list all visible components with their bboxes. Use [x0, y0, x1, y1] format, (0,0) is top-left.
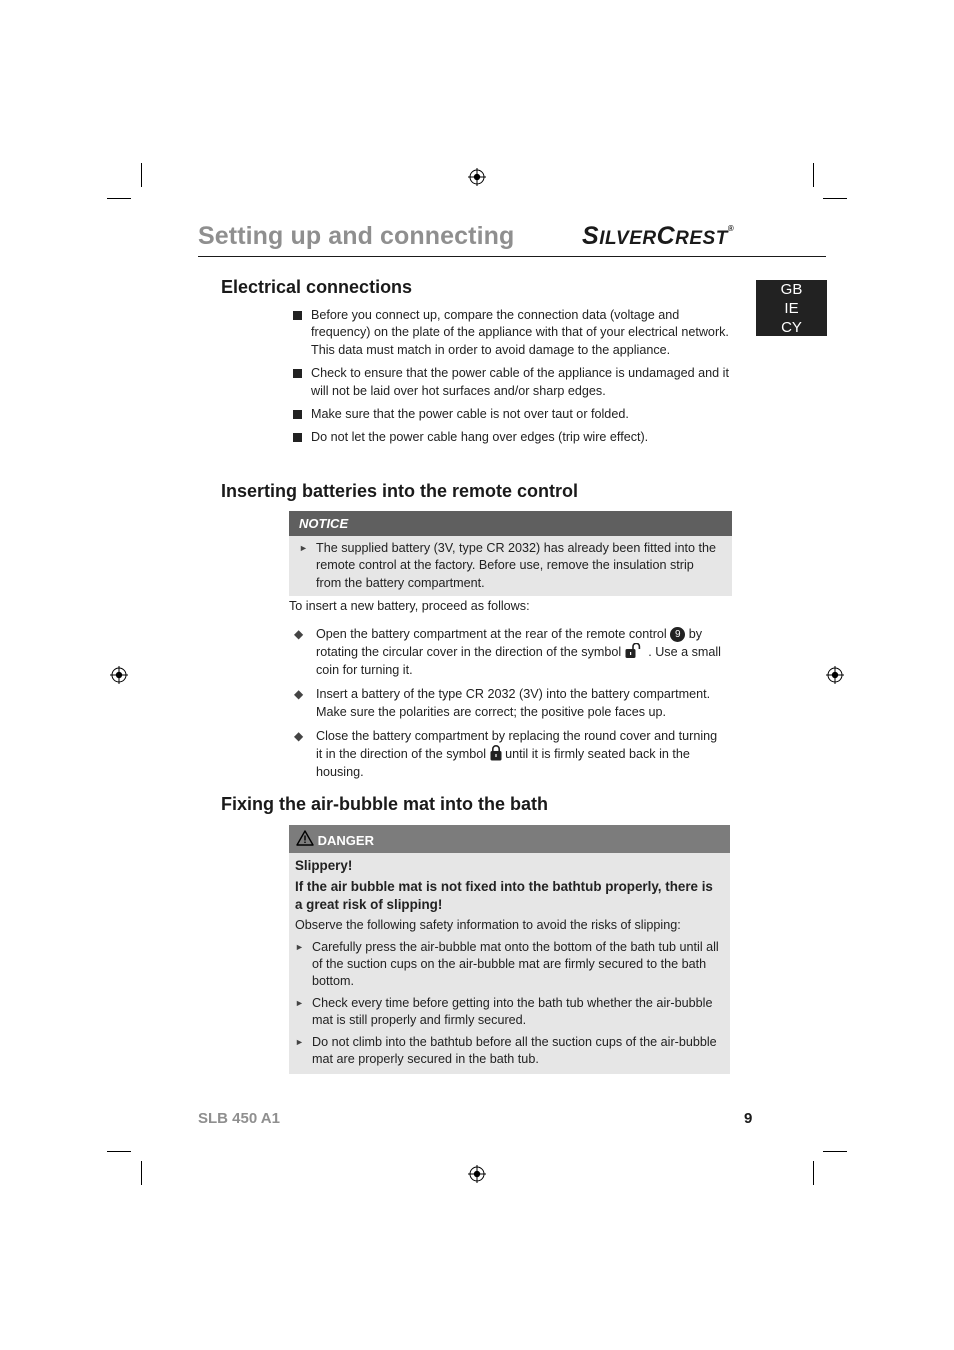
notice-header [289, 511, 732, 536]
notice-box [289, 511, 732, 596]
danger-header [289, 825, 730, 853]
electrical-list [293, 307, 733, 453]
danger-intro: Observe the following safety information to avoid the risks of slipping: [295, 918, 681, 933]
danger-title: Slippery! [295, 858, 353, 873]
battery-steps [294, 626, 724, 788]
title-rule [198, 256, 826, 257]
battery-step [294, 626, 724, 679]
page-title: Setting up and connecting [198, 222, 515, 250]
section-heading-electrical: Electrical connections [221, 277, 413, 297]
danger-label: DANGER [317, 833, 374, 848]
page-number: 9 [744, 1110, 753, 1127]
danger-item: ► Do not climb into the bathtub before all the suction cups of the air-bubble mat are properly secured in the bath tub. [295, 1034, 720, 1069]
danger-item: ► Check every time before getting into the bath tub whether the air-bubble mat is still properly and firmly secured. [295, 995, 720, 1030]
registration-mark-icon [110, 666, 128, 684]
brand-letter: S [582, 222, 600, 250]
danger-item: ► Carefully press the air-bubble mat onto the bottom of the bath tub until all of the suction cups on the air-bubble mat are firmly secured to the bath bottom. [295, 939, 720, 991]
warning-triangle-icon [296, 830, 314, 846]
notice-body [289, 536, 732, 596]
danger-box [289, 825, 730, 1074]
registration-mark-icon [468, 168, 486, 186]
language-code: IE [784, 299, 799, 317]
brand-letters: ILVER [599, 228, 657, 249]
section-heading-mat: Fixing the air-bubble mat into the bath [221, 794, 548, 814]
list-item: Make sure that the power cable is not over taut or folded. [293, 406, 733, 423]
crop-mark [813, 1161, 814, 1185]
language-code: CY [781, 318, 802, 336]
brand-logo [582, 222, 734, 251]
brand-letters: REST [675, 228, 728, 249]
crop-mark [141, 163, 142, 187]
registration-mark-icon [468, 1165, 486, 1183]
section-heading-batteries: Inserting batteries into the remote control [221, 481, 579, 501]
registration-mark-icon [826, 666, 844, 684]
step-text: . Use a small coin for turning it. [316, 645, 721, 677]
danger-warning: If the air bubble mat is not fixed into the bathtub properly, there is a great risk of slipping! [295, 879, 713, 912]
part-number-badge: 9 [670, 627, 685, 642]
step-text: Close the battery compartment by replacing the round cover and turning it in the direction of the symbol [316, 729, 718, 762]
list-item: Do not let the power cable hang over edges (trip wire effect). [293, 429, 733, 446]
list-item: Check to ensure that the power cable of the appliance is undamaged and it will not be laid over hot surfaces and/or sharp edges. [293, 365, 733, 400]
batteries-intro: To insert a new battery, proceed as follows: [289, 599, 530, 613]
language-tab [756, 280, 827, 336]
battery-step [294, 728, 724, 781]
crop-mark [823, 1151, 847, 1152]
step-text: Open the battery compartment at the rear of the remote control [316, 627, 671, 641]
lock-icon [490, 745, 502, 761]
notice-label: NOTICE [299, 516, 349, 531]
danger-body [289, 853, 730, 1074]
language-code: GB [780, 280, 803, 298]
crop-mark [107, 198, 131, 199]
step-text: by rotating the circular cover in the direction of the symbol [316, 627, 703, 660]
registered-mark: ® [727, 224, 735, 233]
model-number: SLB 450 A1 [198, 1110, 280, 1127]
brand-letter: C [656, 222, 676, 250]
battery-step: ◆ Insert a battery of the type CR 2032 (3V) into the battery compartment. Make sure the polarities are correct; the positive pole faces up. [294, 686, 724, 721]
crop-mark [813, 163, 814, 187]
crop-mark [823, 198, 847, 199]
notice-item: ► The supplied battery (3V, type CR 2032) has already been fitted into the remote control at the factory. Before use, remove the insulation strip from the battery compartment. [299, 540, 722, 592]
unlock-icon [625, 643, 645, 659]
step-text: until it is firmly seated back in the housing. [316, 747, 690, 779]
list-item: Before you connect up, compare the connection data (voltage and frequency) on the plate of the appliance with that of your electrical network. This data must match in order to avoid damage to the appliance. [293, 307, 733, 359]
crop-mark [107, 1151, 131, 1152]
crop-mark [141, 1161, 142, 1185]
